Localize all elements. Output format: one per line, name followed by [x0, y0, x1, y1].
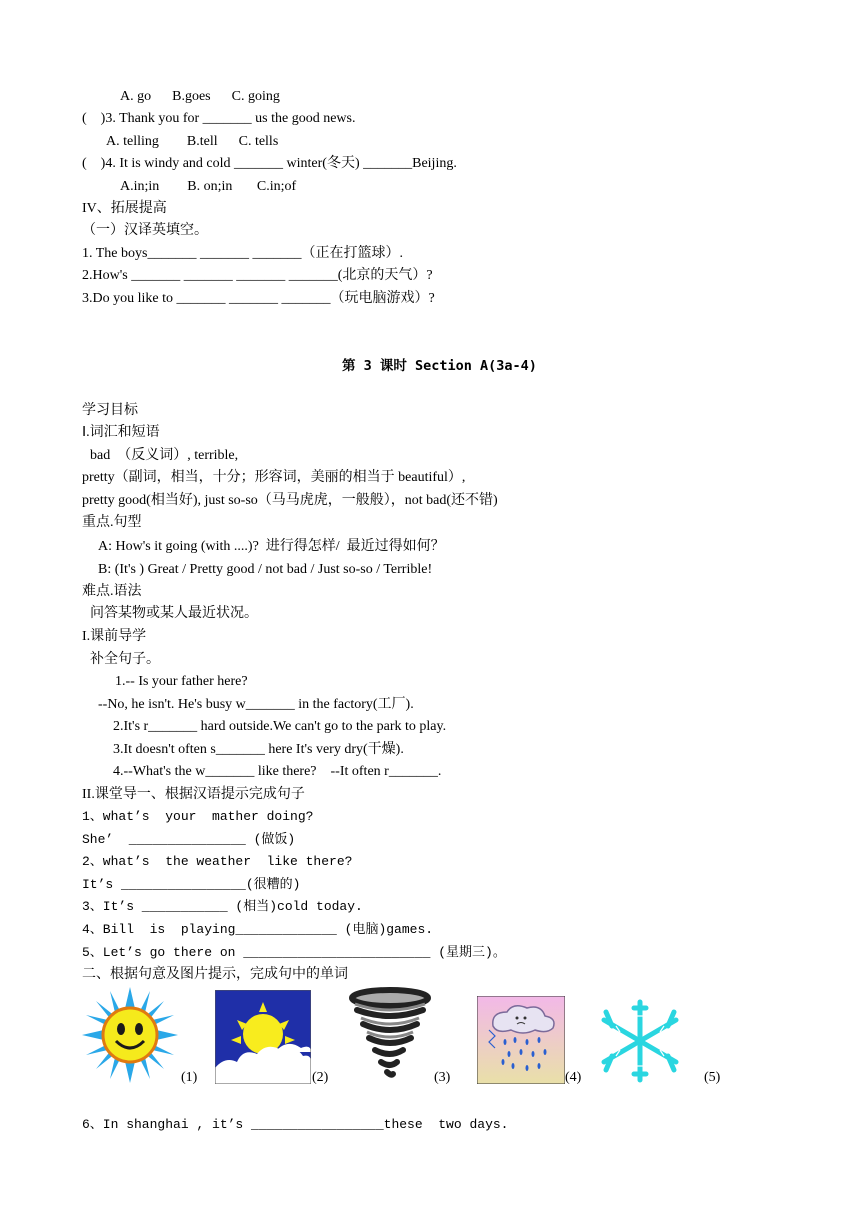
key-sentences-heading: 重点.句型 — [82, 515, 142, 530]
picture-label-5: (5) — [704, 1070, 721, 1085]
section-iv-heading: IV、拓展提高 — [82, 201, 167, 216]
vocab-line-1: bad （反义词）, terrible, — [90, 448, 239, 463]
grammar-heading: 难点.语法 — [82, 584, 142, 599]
class-item-1-answer: She’ _______________ (做饭) — [82, 832, 296, 847]
class-item-4: 4、Bill is playing_____________ (电脑)games. — [82, 922, 434, 937]
translate-item-3: 3.Do you like to _______ _______ _______（玩电脑游戏）? — [82, 291, 435, 306]
lesson-title: 第 3 课时 Section A(3a-4) — [342, 358, 537, 374]
class-item-2-answer: It’s ________________(很糟的) — [82, 877, 301, 892]
tornado-icon — [345, 986, 435, 1084]
smiling-sun-icon — [80, 985, 180, 1085]
vocab-line-2: pretty（副词，相当，十分；形容词，美丽的相当于 beautiful）, — [82, 470, 466, 485]
q2-options: A. go B.goes C. going — [120, 89, 280, 104]
partly-sunny-icon — [215, 990, 311, 1084]
snowflake-icon — [592, 996, 688, 1086]
preview-item-1b: --No, he isn't. He's busy w_______ in the factory(工厂). — [98, 697, 414, 712]
question-3: ( )3. Thank you for _______ us the good news. — [82, 111, 356, 126]
preview-item-2: 2.It's r_______ hard outside.We can't go to the park to play. — [113, 719, 447, 734]
picture-label-4: (4) — [565, 1070, 582, 1085]
translate-item-2: 2.How's _______ _______ _______ _______(北京的天气）? — [82, 268, 433, 283]
preview-item-4: 4.--What's the w_______ like there? --It often r_______. — [113, 764, 442, 779]
subsection-heading: （一）汉译英填空。 — [82, 223, 208, 238]
grammar-line: 问答某物或某人最近状况。 — [90, 606, 258, 621]
q4-options: A.in;in B. on;in C.in;of — [120, 179, 297, 194]
picture-label-1: (1) — [181, 1070, 198, 1085]
rain-cloud-icon — [477, 996, 565, 1084]
picture-item-6: 6、In shanghai , it’s _________________these two days. — [82, 1117, 509, 1132]
preview-heading: I.课前导学 — [82, 629, 147, 644]
q3-options: A. telling B.tell C. tells — [106, 134, 279, 149]
class-item-5: 5、Let’s go there on ________________________ (星期三)。 — [82, 945, 506, 960]
class-item-2: 2、what’s the weather like there? — [82, 854, 353, 869]
classroom-heading: II.课堂导一、根据汉语提示完成句子 — [82, 787, 305, 802]
objectives-heading: 学习目标 — [82, 403, 138, 418]
picture-task-heading: 二、根据句意及图片提示，完成句中的单词 — [82, 967, 348, 982]
complete-sentences-heading: 补全句子。 — [90, 652, 160, 667]
picture-label-3: (3) — [434, 1070, 451, 1085]
class-item-3: 3、It’s ___________ (相当)cold today. — [82, 899, 363, 914]
translate-item-1: 1. The boys_______ _______ _______（正在打篮球）. — [82, 246, 403, 261]
sentence-a: A: How's it going (with ....)? 进行得怎样/ 最近过得如何？ — [98, 539, 445, 554]
picture-label-2: (2) — [312, 1070, 329, 1085]
preview-item-1a: 1.-- Is your father here? — [115, 674, 248, 689]
preview-item-3: 3.It doesn't often s_______ here It's very dry(干燥). — [113, 742, 404, 757]
sentence-b: B: (It's ) Great / Pretty good / not bad / Just so-so / Terrible! — [98, 562, 433, 577]
question-4: ( )4. It is windy and cold _______ winter(冬天) _______Beijing. — [82, 156, 457, 171]
vocab-line-3: pretty good(相当好), just so-so（马马虎虎，一般般），not bad(还不错) — [82, 493, 498, 508]
class-item-1: 1、what’s your mather doing? — [82, 809, 314, 824]
vocab-heading: Ⅰ.词汇和短语 — [82, 425, 160, 440]
